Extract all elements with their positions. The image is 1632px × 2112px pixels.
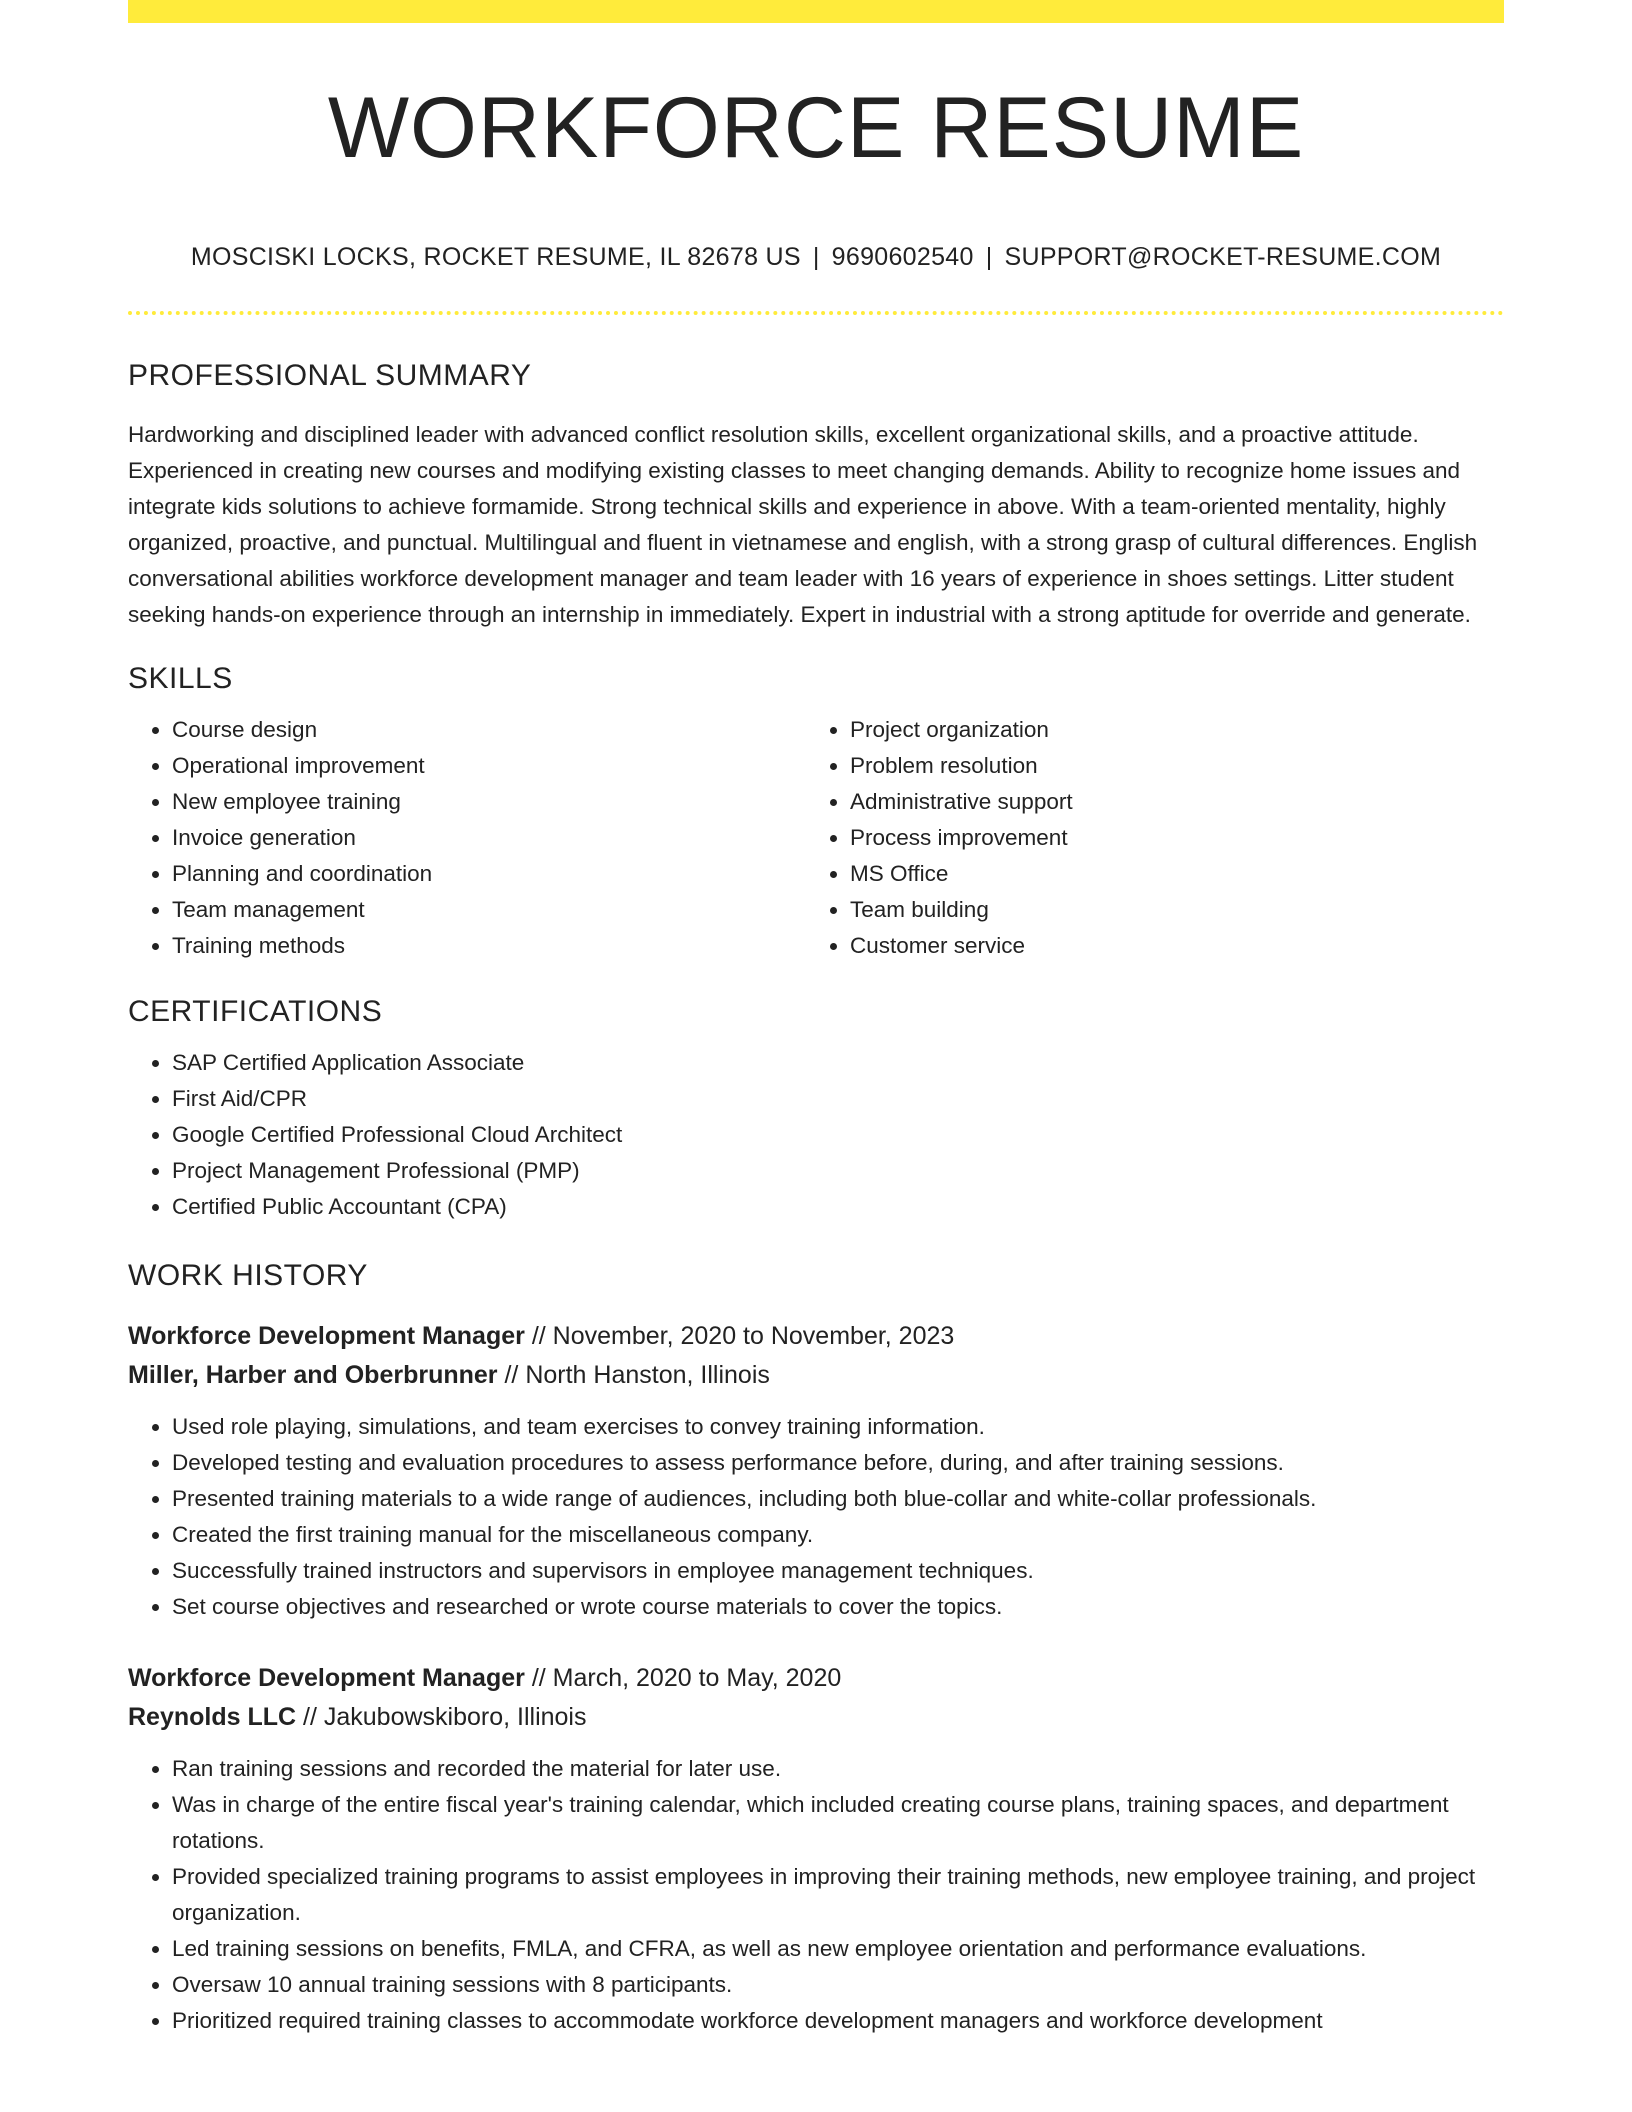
skills-list-left	[128, 712, 806, 964]
skill-item: • New employee training	[172, 784, 806, 820]
job-company: Miller, Harber and Oberbrunner	[128, 1361, 498, 1389]
skill-item: • Team building	[850, 892, 1484, 928]
skill-item: • Administrative support	[850, 784, 1484, 820]
skill-item: • Operational improvement	[172, 748, 806, 784]
skill-item: • Project organization	[850, 712, 1484, 748]
job-bullet: • Used role playing, simulations, and team exercises to convey training information.	[172, 1409, 1504, 1445]
job-bullet: • Ran training sessions and recorded the material for later use.	[172, 1751, 1504, 1787]
job-title-line	[128, 1659, 1504, 1698]
skill-item: • Planning and coordination	[172, 856, 806, 892]
job-bullet: • Oversaw 10 annual training sessions with 8 participants.	[172, 1967, 1504, 2003]
job-bullet: • Provided specialized training programs to assist employees in improving their training methods, new employee training, and project organization.	[172, 1859, 1504, 1931]
summary-text: Hardworking and disciplined leader with advanced conflict resolution skills, excellent organizational skills, and a proactive attitude. Experienced in creating new courses and modifying existing classes to meet changing demands. Ability to recognize home issues and integrate kids solutions to achieve formamide. Strong technical skills and experience in above. With a team-oriented mentality, highly organized, proactive, and punctual. Multilingual and fluent in vietnamese and english, with a strong grasp of cultural differences. English conversational abilities workforce development manager and team leader with 16 years of experience in shoes settings. Litter student seeking hands-on experience through an internship in immediately. Expert in industrial with a strong aptitude for override and generate.	[128, 422, 1478, 627]
job-location: // North Hanston, Illinois	[504, 1361, 770, 1389]
skill-item: • Problem resolution	[850, 748, 1484, 784]
job-bullet: • Presented training materials to a wide range of audiences, including both blue-collar and white-collar professionals.	[172, 1481, 1504, 1517]
skill-item: • Training methods	[172, 928, 806, 964]
certification-item: • Certified Public Accountant (CPA)	[172, 1189, 1504, 1225]
skill-item: • Course design	[172, 712, 806, 748]
resume-page	[128, 0, 1504, 2039]
job-bullets	[128, 1409, 1504, 1625]
job-bullets	[128, 1751, 1504, 2039]
certification-item: • SAP Certified Application Associate	[172, 1045, 1504, 1081]
certification-item: • Google Certified Professional Cloud Architect	[172, 1117, 1504, 1153]
contact-separator: |	[985, 243, 993, 271]
job-bullet: • Led training sessions on benefits, FMLA, and CFRA, as well as new employee orientation and performance evaluations.	[172, 1931, 1504, 1967]
certification-item: • First Aid/CPR	[172, 1081, 1504, 1117]
job-entry	[128, 1659, 1504, 2039]
skills-list-right	[806, 712, 1484, 964]
job-title-line	[128, 1317, 1504, 1356]
contact-email: SUPPORT@ROCKET-RESUME.COM	[1004, 243, 1442, 271]
job-location: // Jakubowskiboro, Illinois	[303, 1703, 587, 1731]
skill-item: • Process improvement	[850, 820, 1484, 856]
job-dates: // November, 2020 to November, 2023	[531, 1322, 955, 1350]
certification-item: • Project Management Professional (PMP)	[172, 1153, 1504, 1189]
job-entry	[128, 1317, 1504, 1625]
contact-line	[128, 243, 1504, 272]
job-bullet: • Created the first training manual for the miscellaneous company.	[172, 1517, 1504, 1553]
job-company-line	[128, 1356, 1504, 1395]
job-role: Workforce Development Manager	[128, 1664, 525, 1692]
skill-item: • MS Office	[850, 856, 1484, 892]
job-company: Reynolds LLC	[128, 1703, 297, 1731]
job-role: Workforce Development Manager	[128, 1322, 525, 1350]
certifications-list	[128, 1045, 1504, 1225]
job-company-line	[128, 1698, 1504, 1737]
skill-item: • Customer service	[850, 928, 1484, 964]
accent-top-bar	[128, 0, 1504, 23]
skill-item: • Team management	[172, 892, 806, 928]
contact-address: MOSCISKI LOCKS, ROCKET RESUME, IL 82678 US	[190, 243, 801, 271]
contact-phone: 9690602540	[831, 243, 974, 271]
contact-separator: |	[812, 243, 820, 271]
job-bullet: • Was in charge of the entire fiscal year's training calendar, which included creating course plans, training spaces, and department rotations.	[172, 1787, 1504, 1859]
job-bullet: • Prioritized required training classes to accommodate workforce development managers and workforce development	[172, 2003, 1504, 2039]
job-bullet: • Developed testing and evaluation procedures to assess performance before, during, and after training sessions.	[172, 1445, 1504, 1481]
resume-name: WORKFORCE RESUME	[327, 80, 1305, 176]
dotted-divider	[128, 311, 1504, 315]
job-dates: // March, 2020 to May, 2020	[531, 1664, 842, 1692]
summary-heading: PROFESSIONAL SUMMARY	[128, 359, 532, 392]
skills-heading: SKILLS	[128, 662, 233, 695]
work-history-heading: WORK HISTORY	[128, 1259, 368, 1292]
skills-columns	[128, 712, 1504, 964]
certifications-heading: CERTIFICATIONS	[128, 995, 383, 1028]
skill-item: • Invoice generation	[172, 820, 806, 856]
job-bullet: • Successfully trained instructors and supervisors in employee management techniques.	[172, 1553, 1504, 1589]
job-bullet: • Set course objectives and researched or wrote course materials to cover the topics.	[172, 1589, 1504, 1625]
